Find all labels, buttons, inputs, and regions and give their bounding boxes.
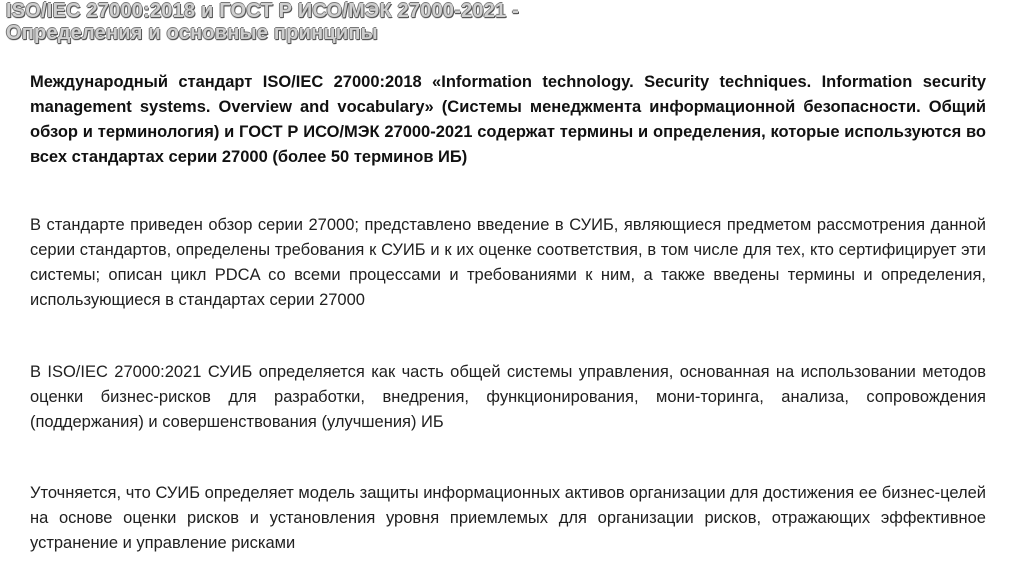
paragraph-standard-intro: Международный стандарт ISO/IEC 27000:2018 «Information technology. Security techniques. Information security management systems. Overview and vocabulary» (Системы менеджмента информационной безопасности. Общий обзор и терминология) и ГОСТ Р ИСО/МЭК 27000-2021 содержат термины и определения, которые используются во всех стандартах серии 27000 (более 50 терминов ИБ) <box>30 73 986 166</box>
slide-title-line-1: ISO/IEC 27000:2018 и ГОСТ Р ИСО/МЭК 27000-2021 - <box>6 0 519 22</box>
paragraph-isms-definition: В ISO/IEC 27000:2021 СУИБ определяется как часть общей системы управления, основанная на использовании методов оценки бизнес-рисков для разработки, внедрения, функционирования, мони-торинга, анализа, сопровождения (поддержания) и совершенствования (улучшения) ИБ <box>30 363 986 431</box>
slide-title <box>6 0 1006 44</box>
slide-title-line-2: Определения и основные принципы <box>6 22 378 44</box>
paragraph-isms-model: Уточняется, что СУИБ определяет модель защиты информационных активов организации для достижения ее бизнес-целей на основе оценки рисков и установления уровня приемлемых для организации рисков, отражающих эффективное устранение и управление рисками <box>30 484 986 552</box>
paragraph-series-overview: В стандарте приведен обзор серии 27000; представлено введение в СУИБ, являющиеся предметом рассмотрения данной серии стандартов, определены требования к СУИБ и к их оценке соответствия, в том числе для тех, кто сертифицирует эти системы; описан цикл PDCA со всеми процессами и требованиями к ним, а также введены термины и определения, использующиеся в стандартах серии 27000 <box>30 216 986 309</box>
